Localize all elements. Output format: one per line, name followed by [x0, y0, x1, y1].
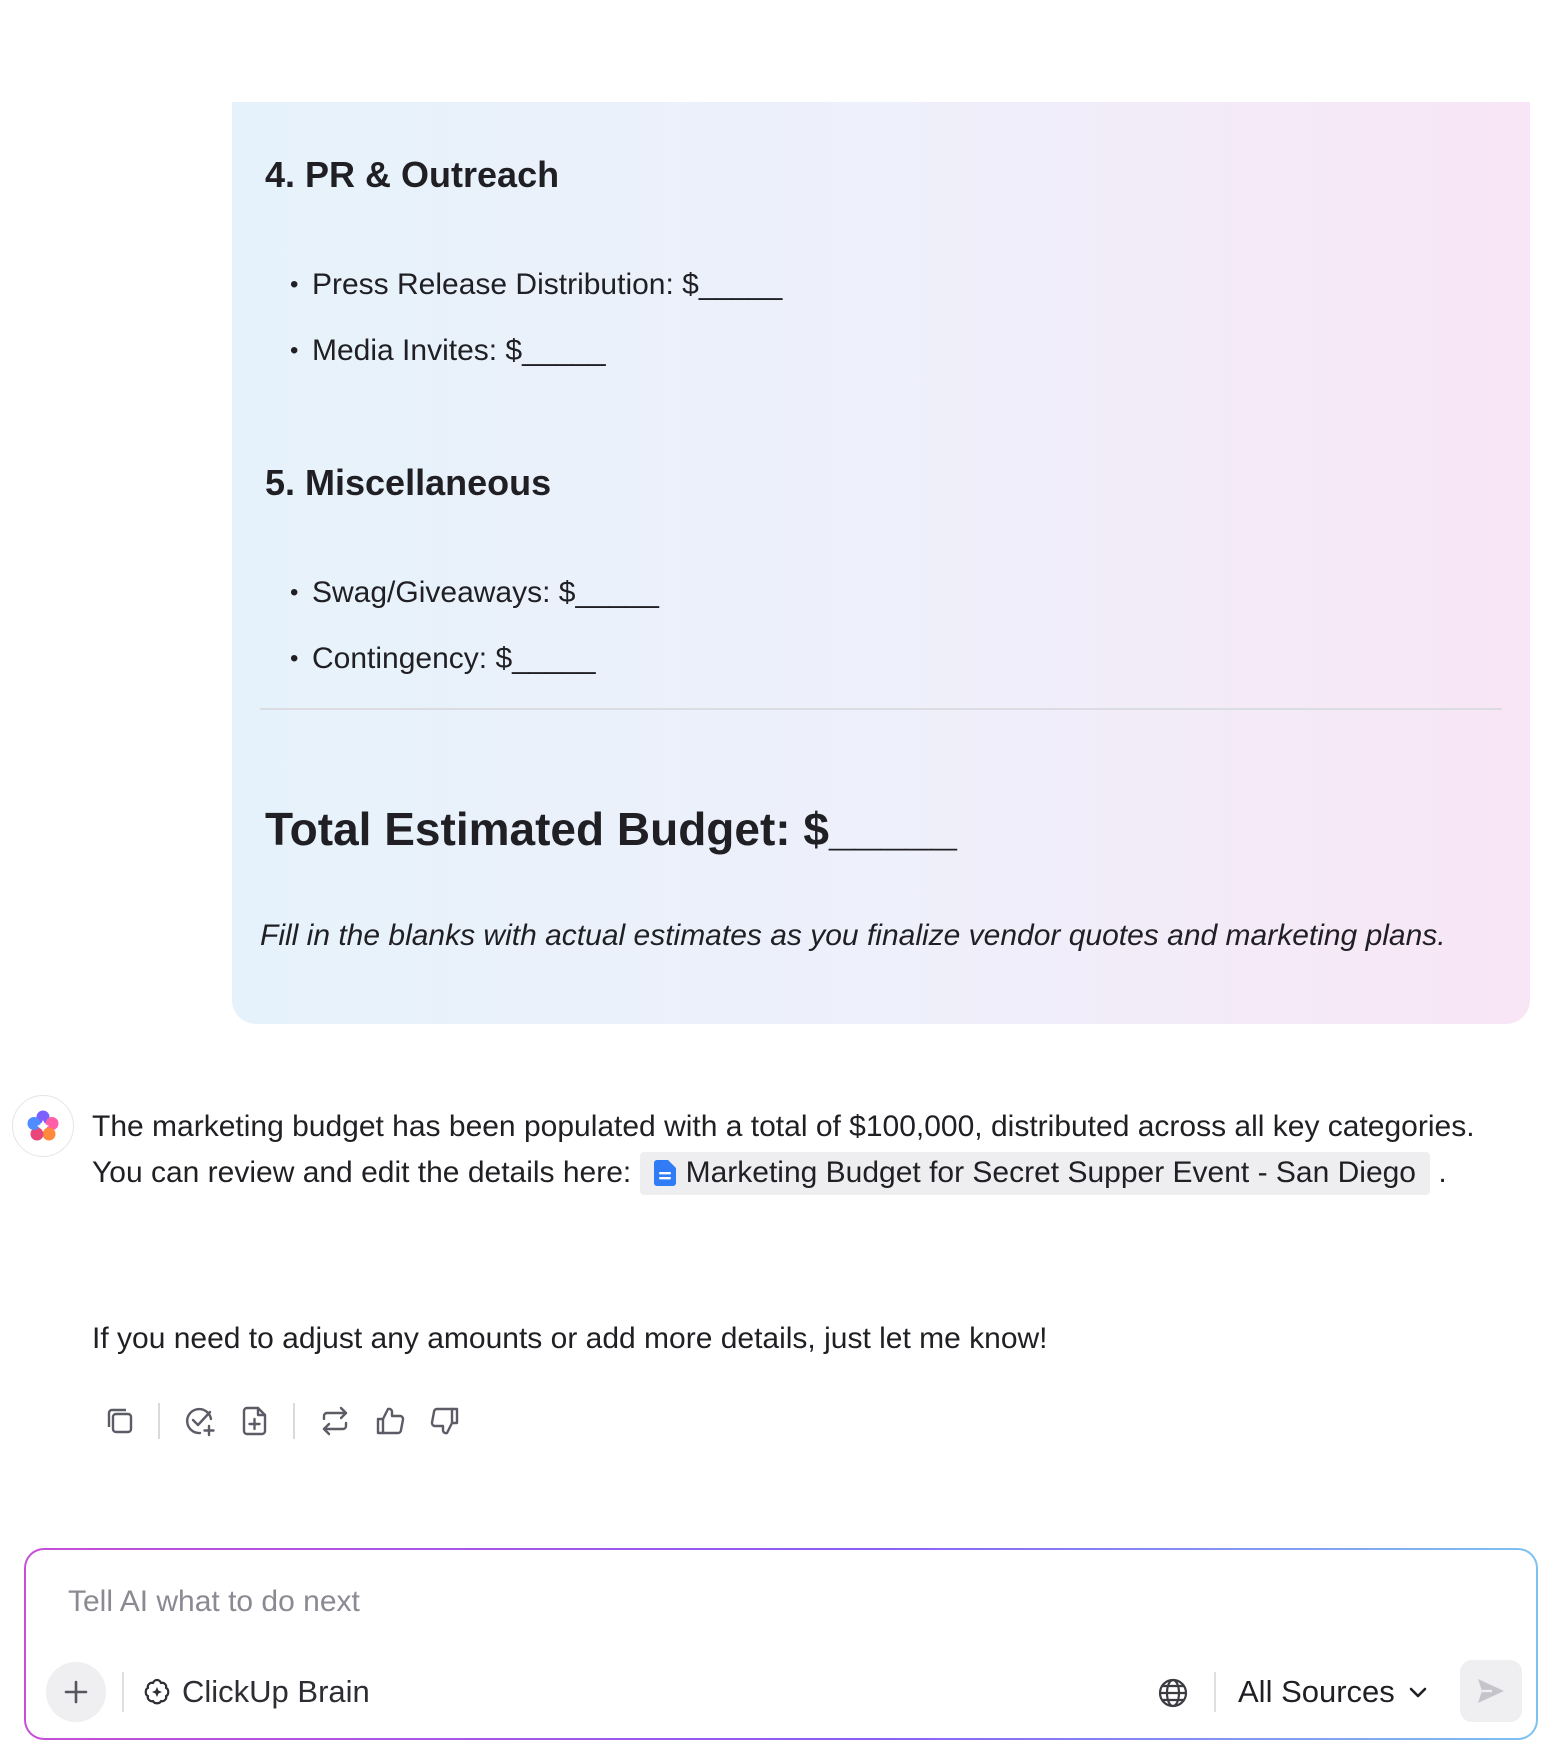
plus-icon	[62, 1678, 90, 1706]
ai-composer	[24, 1548, 1538, 1740]
model-selector-button[interactable]	[142, 1668, 370, 1716]
web-search-button[interactable]	[1150, 1670, 1196, 1716]
ai-followup-text: If you need to adjust any amounts or add more details, just let me know!	[92, 1322, 1048, 1355]
thumbs-up-icon[interactable]	[370, 1401, 410, 1441]
divider	[260, 708, 1502, 710]
doc-link-label[interactable]: Marketing Budget for Secret Supper Event - San Diego	[685, 1156, 1416, 1189]
clickup-brain-logo-icon	[25, 1108, 61, 1144]
divider	[1214, 1672, 1216, 1712]
doc-link-chip[interactable]	[640, 1152, 1430, 1195]
brain-icon	[142, 1677, 172, 1707]
send-icon	[1475, 1675, 1507, 1707]
chevron-down-icon	[1407, 1681, 1429, 1703]
sources-label: All Sources	[1238, 1674, 1395, 1709]
divider	[122, 1672, 124, 1712]
ai-reply-text: The marketing budget has been populated with a total of $100,000, distributed across all key categories. You can review and edit the details here: Marketing Budget for Secret Supper Event - San Diego .	[92, 1104, 1502, 1200]
section-heading-miscellaneous: 5. Miscellaneous	[265, 462, 552, 503]
budget-note: Fill in the blanks with actual estimates as you finalize vendor quotes and marketing plans.	[260, 919, 1446, 952]
send-button[interactable]	[1460, 1660, 1522, 1722]
divider	[293, 1403, 295, 1439]
add-attachment-button[interactable]	[46, 1662, 106, 1722]
create-task-icon[interactable]	[180, 1401, 220, 1441]
model-label: ClickUp Brain	[182, 1674, 370, 1709]
sources-dropdown[interactable]	[1238, 1668, 1429, 1716]
document-icon	[654, 1154, 676, 1200]
message-actions	[100, 1398, 480, 1444]
globe-icon	[1156, 1676, 1190, 1710]
add-to-doc-icon[interactable]	[235, 1401, 275, 1441]
clickup-brain-avatar	[12, 1095, 74, 1157]
list-item: • Contingency: $_____	[290, 642, 596, 675]
list-item: • Swag/Giveaways: $_____	[290, 576, 659, 609]
prompt-input[interactable]	[68, 1580, 968, 1624]
list-item: • Media Invites: $_____	[290, 334, 606, 367]
thumbs-down-icon[interactable]	[425, 1401, 465, 1441]
copy-icon[interactable]	[100, 1401, 140, 1441]
divider	[158, 1403, 160, 1439]
total-budget-heading: Total Estimated Budget: $_____	[265, 803, 957, 855]
user-message-bubble	[232, 102, 1530, 1024]
regenerate-icon[interactable]	[315, 1401, 355, 1441]
section-heading-pr-outreach: 4. PR & Outreach	[265, 154, 560, 195]
list-item: • Press Release Distribution: $_____	[290, 268, 783, 301]
